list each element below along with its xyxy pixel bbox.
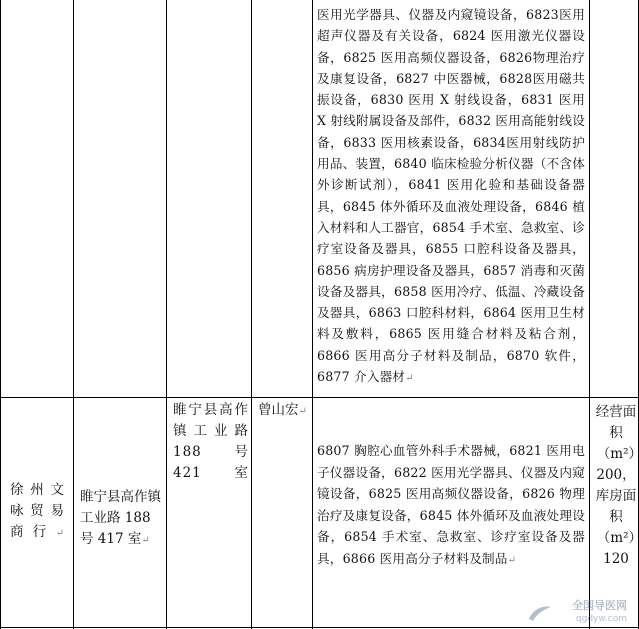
business-scope-cell — [317, 440, 585, 572]
column-divider — [73, 0, 74, 629]
company-name: 徐州文咏贸易商行 — [10, 482, 66, 540]
business-scope-text: 医用光学器具、仪器及内窥镜设备，6823医用超声仪器及有关设备，6824 医用激光仪器设备，6825 医用高频仪器设备，6826物理治疗及康复设备，6827 中医器械，6828医用磁共振设备，6830 医用 X 射线设备，6831 医用 X 射线附属设备及部件，6832 医用高能射线设备，6833 医用核素设备，6834医用射线防护用品、装置，6840 临床检验分析仪器（不含体外诊断试剂），6841 医用化验和基础设备器具，6845 体外循环及血液处理设备，6846 植入材料和人工器官，6854 手术室、急救室、诊疗室设备及器具，6855 口腔科设备及器具，6856 病房护理设备及器具，6857 消毒和灭菌设备及器具，6858 医用冷疗、低温、冷藏设备及器具，6863 口腔科材料，6864 医用卫生材料及敷料，6865 医用缝合材料及粘合剂，6866 医用高分子材料及制品，6870 软件，6877 介入器材 — [317, 7, 585, 385]
table-border-left — [0, 0, 1, 629]
paragraph-mark: ↵ — [298, 406, 307, 417]
company-name-cell — [10, 480, 66, 544]
address-cell — [80, 487, 164, 551]
warehouse-address-cell — [173, 400, 249, 484]
warehouse-address: 睢宁县高作镇工业路 188 号 421 室 — [173, 402, 249, 481]
column-divider — [166, 0, 167, 629]
column-divider — [312, 0, 313, 629]
column-divider — [589, 0, 590, 629]
business-scope-text: 6807 胸腔心血管外科手术器械，6821 医用电子仪器设备，6822 医用光学器具、仪器及内窥镜设备，6825 医用高频仪器设备，6826 物理治疗及康复设备，6845 体外循环及血液处理设备，6854 手术室、急救室、诊疗室设备及器具，6866 医用高分子材料及制品 — [317, 443, 585, 566]
watermark-logo-icon — [525, 597, 555, 627]
company-address: 睢宁县高作镇工业路 188 号 417 室 — [80, 489, 161, 547]
column-divider — [251, 0, 252, 629]
paragraph-mark: ↵ — [55, 528, 66, 539]
responsible-person: 曾山宏 — [258, 402, 299, 418]
area-text: 经营面积（m²）200，库房面积（m²）120 — [595, 404, 637, 567]
paragraph-mark: ↵ — [405, 373, 414, 385]
site-watermark — [525, 597, 635, 627]
paragraph-mark: ↵ — [141, 535, 150, 546]
watermark-subtext: qgdyw.com — [575, 614, 627, 624]
business-scope-cell — [317, 4, 585, 389]
person-cell — [258, 400, 312, 422]
row-divider — [0, 397, 639, 398]
paragraph-mark: ↵ — [507, 554, 517, 566]
area-cell — [594, 402, 638, 570]
watermark-text: 全国导医网 — [572, 599, 627, 612]
table-border-bottom — [0, 627, 639, 628]
